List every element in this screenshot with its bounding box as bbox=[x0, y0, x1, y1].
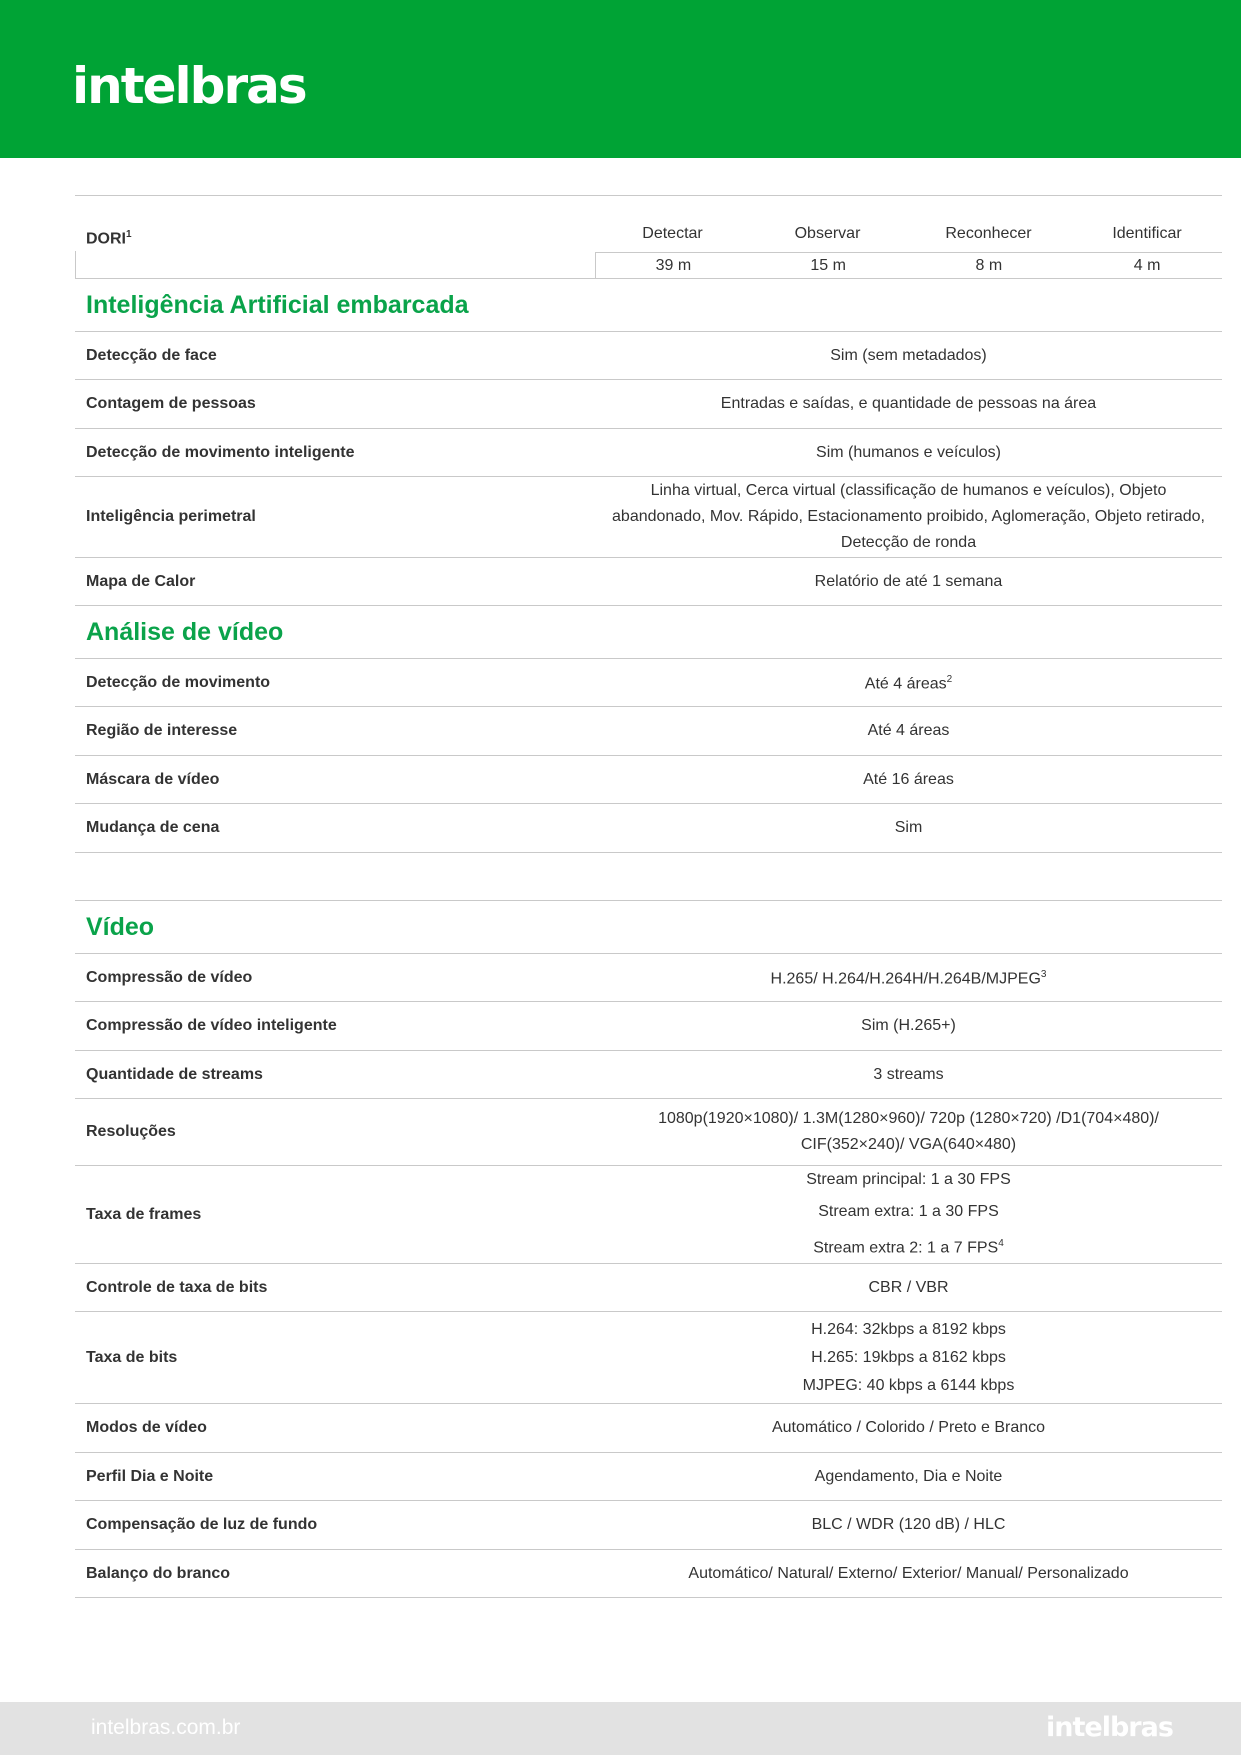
row-label: Região de interesse bbox=[86, 722, 238, 739]
row-value: Agendamento, Dia e Noite bbox=[814, 1467, 1003, 1485]
table-row bbox=[75, 379, 1222, 428]
row-label: Compressão de vídeo bbox=[86, 968, 253, 986]
dori-row bbox=[75, 196, 1222, 278]
row-label: Modos de vídeo bbox=[86, 1419, 207, 1436]
row-label: Inteligência perimetral bbox=[86, 508, 256, 525]
row-value: Automático/ Natural/ Externo/ Exterior/ Manual/ Personalizado bbox=[688, 1564, 1129, 1582]
header-bar bbox=[0, 0, 1241, 158]
dori-value-identificar: 4 m bbox=[1133, 256, 1161, 274]
dori-value-detectar: 39 m bbox=[655, 256, 692, 274]
row-value: Linha virtual, Cerca virtual (classificação de humanos e veículos), Objeto abandonado, Mov. Rápido, Estacionamento proibido, Aglomeração, Objeto retirado, Detecção de ronda bbox=[612, 482, 1205, 551]
row-label: Taxa de frames bbox=[86, 1205, 202, 1223]
dori-header-observar: Observar bbox=[794, 225, 861, 242]
row-value: BLC / WDR (120 dB) / HLC bbox=[811, 1516, 1006, 1533]
table-row bbox=[75, 658, 1222, 706]
footer-logo: intelbras bbox=[1046, 1712, 1173, 1743]
row-label: Controle de taxa de bits bbox=[86, 1278, 268, 1296]
row-value: Entradas e saídas, e quantidade de pessoas na área bbox=[720, 395, 1097, 412]
table-row bbox=[75, 557, 1222, 605]
row-value: H.265/ H.264/H.264H/H.264B/MJPEG$^3$ bbox=[770, 969, 1047, 988]
dori-header-reconhecer: Reconhecer bbox=[945, 225, 1032, 242]
row-label: Máscara de vídeo bbox=[86, 770, 220, 788]
table-row bbox=[75, 1452, 1222, 1500]
row-label: Mapa de Calor bbox=[86, 572, 196, 590]
row-value: Até 16 áreas bbox=[863, 770, 954, 788]
table-row bbox=[75, 706, 1222, 755]
row-value: Sim (sem metadados) bbox=[830, 346, 987, 364]
row-value: Até 4 áreas bbox=[867, 722, 950, 739]
row-value: 3 streams bbox=[873, 1065, 944, 1083]
table-row bbox=[75, 1050, 1222, 1098]
dori-value-observar: 15 m bbox=[810, 256, 846, 274]
table-row bbox=[75, 1311, 1222, 1403]
table-row bbox=[75, 1001, 1222, 1050]
row-value: Sim (humanos e veículos) bbox=[816, 443, 1001, 461]
dori-header-identificar: Identificar bbox=[1112, 225, 1182, 242]
row-value: Automático / Colorido / Preto e Branco bbox=[771, 1419, 1046, 1436]
table-row bbox=[75, 331, 1222, 379]
row-value: 1080p(1920×1080)/ 1.3M(1280×960)/ 720p (1280×720) /D1(704×480)/ CIF(352×240)/ VGA(640×480) bbox=[658, 1110, 1159, 1153]
row-value: CBR / VBR bbox=[868, 1278, 949, 1296]
row-label: Mudança de cena bbox=[86, 819, 220, 836]
table-row bbox=[75, 1403, 1222, 1452]
footer-bar bbox=[0, 1702, 1241, 1755]
row-label: Taxa de bits bbox=[86, 1348, 178, 1366]
row-value: Sim bbox=[894, 819, 923, 836]
table-row bbox=[75, 1549, 1222, 1597]
row-value: Até 4 áreas$^2$ bbox=[864, 674, 953, 693]
row-value: Relatório de até 1 semana bbox=[814, 572, 1003, 590]
row-label: Resoluções bbox=[86, 1123, 176, 1140]
row-value: H.264: 32kbps a 8192 kbps H.265: 19kbps a 8162 kbps MJPEG: 40 kbps a 6144 kbps bbox=[802, 1320, 1015, 1394]
row-label: Perfil Dia e Noite bbox=[86, 1467, 214, 1485]
section-title-video: Vídeo bbox=[86, 912, 155, 941]
row-label: Balanço do branco bbox=[86, 1564, 231, 1582]
dori-header-detectar: Detectar bbox=[642, 225, 703, 242]
dori-value-reconhecer: 8 m bbox=[975, 256, 1003, 274]
row-label: Detecção de movimento bbox=[86, 673, 271, 691]
row-label: Quantidade de streams bbox=[86, 1065, 263, 1083]
table-row bbox=[75, 953, 1222, 1001]
table-row bbox=[75, 1500, 1222, 1549]
section-title-analysis: Análise de vídeo bbox=[86, 617, 284, 646]
table-row bbox=[75, 1165, 1222, 1263]
section-title-ai: Inteligência Artificial embarcada bbox=[86, 290, 469, 319]
table-row bbox=[75, 1098, 1222, 1165]
table-row bbox=[75, 803, 1222, 852]
table-row bbox=[75, 1263, 1222, 1311]
dori-label: DORI$^1$ bbox=[86, 229, 132, 248]
row-label: Detecção de movimento inteligente bbox=[86, 443, 355, 461]
row-label: Detecção de face bbox=[86, 346, 217, 364]
table-row bbox=[75, 755, 1222, 803]
row-label: Compressão de vídeo inteligente bbox=[86, 1017, 337, 1034]
table-row bbox=[75, 476, 1222, 557]
row-value: Sim (H.265+) bbox=[861, 1017, 956, 1034]
row-label: Contagem de pessoas bbox=[86, 395, 256, 412]
spec-table bbox=[75, 195, 1222, 1598]
table-row bbox=[75, 428, 1222, 476]
intelbras-logo: intelbras bbox=[72, 57, 306, 115]
row-value: Stream principal: 1 a 30 FPS Stream extra: 1 a 30 FPS Stream extra 2: 1 a 7 FPS$^4$ bbox=[806, 1171, 1011, 1257]
row-label: Compensação de luz de fundo bbox=[86, 1516, 318, 1533]
footer-url[interactable]: intelbras.com.br bbox=[91, 1716, 241, 1739]
